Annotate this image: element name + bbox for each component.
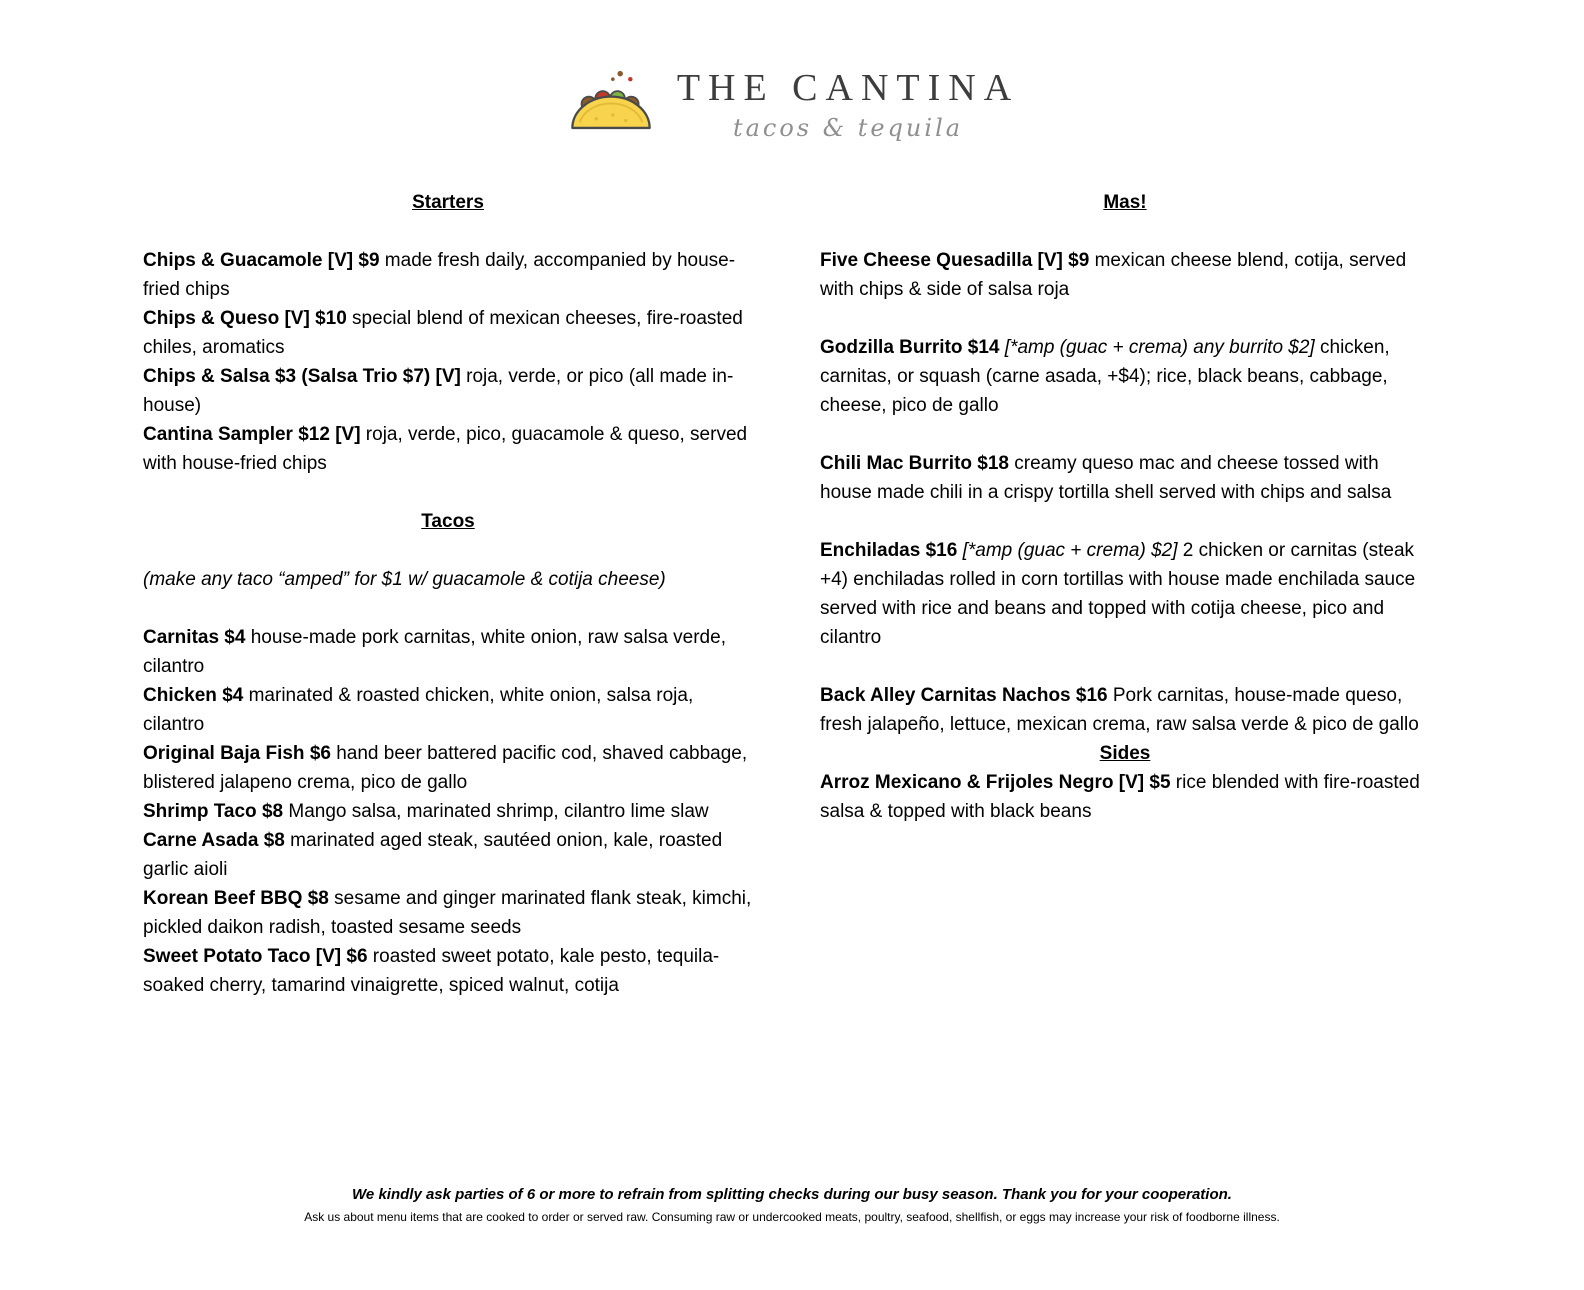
menu-item xyxy=(143,304,753,362)
menu-item-description: 2 chicken or carnitas (steak +4) enchiladas rolled in corn tortillas with house made enchilada sauce served with rice and beans and topped with cotija cheese, pico and cilantro xyxy=(820,540,1416,648)
menu-item-name: Sweet Potato Taco [V] $6 xyxy=(143,946,368,967)
menu-section-sides xyxy=(820,739,1430,826)
menu-item-description: roja, verde, pico, guacamole & queso, served with house-fried chips xyxy=(143,424,748,474)
menu-item-description: [*amp (guac + crema) any burrito $2] xyxy=(1004,337,1315,358)
menu-item xyxy=(820,768,1430,826)
section-heading: Sides xyxy=(1099,743,1151,764)
menu-item-name: Arroz Mexicano & Frijoles Negro [V] $5 xyxy=(820,772,1171,793)
menu-item-name: Back Alley Carnitas Nachos $16 xyxy=(820,685,1108,706)
menu-item-description: mexican cheese blend, cotija, served with chips & side of salsa roja xyxy=(820,250,1407,300)
menu-item-list xyxy=(143,246,753,478)
menu-item-description: [*amp (guac + crema) $2] xyxy=(962,540,1178,561)
menu-item xyxy=(143,246,753,304)
menu-item-description: creamy queso mac and cheese tossed with house made chili in a crispy tortilla shell served with chips and salsa xyxy=(820,453,1392,503)
menu-section-mas xyxy=(820,188,1430,739)
menu-item-name: Carne Asada $8 xyxy=(143,830,285,851)
menu-columns xyxy=(0,188,1584,1000)
menu-column-right xyxy=(820,188,1430,1000)
menu-item-name: Enchiladas $16 xyxy=(820,540,958,561)
menu-item xyxy=(143,362,753,420)
menu-item-name: Original Baja Fish $6 xyxy=(143,743,331,764)
menu-item-list xyxy=(143,623,753,1000)
menu-item-name: Cantina Sampler $12 [V] xyxy=(143,424,361,445)
menu-item-name: Chips & Queso [V] $10 xyxy=(143,308,347,329)
footer-note-secondary: Ask us about menu items that are cooked to order or served raw. Consuming raw or undercooked meats, poultry, seafood, shellfish, or eggs may increase your risk of foodborne illness. xyxy=(304,1210,1280,1224)
menu-item xyxy=(143,420,753,478)
menu-item-name: Carnitas $4 xyxy=(143,627,246,648)
section-heading: Mas! xyxy=(1103,192,1147,213)
menu-item-description: roja, verde, or pico (all made in-house) xyxy=(143,366,734,416)
menu-item-list xyxy=(820,768,1430,826)
menu-item xyxy=(143,884,753,942)
menu-item xyxy=(143,797,753,826)
menu-section-tacos xyxy=(143,507,753,1000)
restaurant-logo xyxy=(0,66,1584,142)
menu-item-description: rice blended with fire-roasted salsa & topped with black beans xyxy=(820,772,1420,822)
section-heading: Starters xyxy=(412,192,484,213)
menu-item xyxy=(143,826,753,884)
menu-item-description: sesame and ginger marinated flank steak, kimchi, pickled daikon radish, toasted sesame seeds xyxy=(143,888,752,938)
taco-icon xyxy=(565,67,657,141)
menu-item xyxy=(820,449,1430,507)
menu-item-name: Chips & Salsa $3 (Salsa Trio $7) [V] xyxy=(143,366,461,387)
menu-column-left xyxy=(143,188,753,1000)
restaurant-name: THE CANTINA xyxy=(676,67,1020,109)
menu-item xyxy=(820,333,1430,420)
menu-section-starters xyxy=(143,188,753,478)
menu-item-description: hand beer battered pacific cod, shaved cabbage, blistered jalapeno crema, pico de gallo xyxy=(143,743,748,793)
menu-item-name: Chicken $4 xyxy=(143,685,244,706)
footer-note-primary: We kindly ask parties of 6 or more to refrain from splitting checks during our busy season. Thank you for your cooperation. xyxy=(352,1186,1232,1203)
menu-item-name: Godzilla Burrito $14 xyxy=(820,337,1000,358)
menu-item-description: marinated aged steak, sautéed onion, kale, roasted garlic aioli xyxy=(143,830,723,880)
section-heading: Tacos xyxy=(421,511,475,532)
menu-item-description: special blend of mexican cheeses, fire-roasted chiles, aromatics xyxy=(143,308,743,358)
menu-footer xyxy=(0,1186,1584,1224)
menu-item xyxy=(820,246,1430,304)
menu-item xyxy=(143,739,753,797)
section-note: (make any taco “amped” for $1 w/ guacamole & cotija cheese) xyxy=(143,569,666,590)
menu-item-description: Pork carnitas, house-made queso, fresh jalapeño, lettuce, mexican crema, raw salsa verde & pico de gallo xyxy=(820,685,1419,735)
menu-item-description: Mango salsa, marinated shrimp, cilantro lime slaw xyxy=(283,801,709,822)
menu-item-name: Five Cheese Quesadilla [V] $9 xyxy=(820,250,1090,271)
menu-page xyxy=(0,66,1584,1290)
menu-item-description: marinated & roasted chicken, white onion, salsa roja, cilantro xyxy=(143,685,694,735)
menu-item xyxy=(143,942,753,1000)
menu-item xyxy=(143,681,753,739)
menu-item-list xyxy=(820,246,1430,739)
menu-item-name: Chili Mac Burrito $18 xyxy=(820,453,1009,474)
menu-item-description: house-made pork carnitas, white onion, raw salsa verde, cilantro xyxy=(143,627,726,677)
restaurant-tagline: tacos & tequila xyxy=(732,114,964,142)
logo-text xyxy=(677,66,1019,142)
menu-item-description: made fresh daily, accompanied by house-fried chips xyxy=(143,250,736,300)
menu-item-name: Chips & Guacamole [V] $9 xyxy=(143,250,380,271)
menu-item-description: roasted sweet potato, kale pesto, tequila-soaked cherry, tamarind vinaigrette, spiced walnut, cotija xyxy=(143,946,720,996)
menu-item xyxy=(820,536,1430,652)
menu-item-name: Shrimp Taco $8 xyxy=(143,801,284,822)
menu-item xyxy=(820,681,1430,739)
menu-item xyxy=(143,623,753,681)
menu-item-description: chicken, carnitas, or squash (carne asada, +$4); rice, black beans, cabbage, cheese, pico de gallo xyxy=(820,337,1390,416)
menu-item-name: Korean Beef BBQ $8 xyxy=(143,888,329,909)
